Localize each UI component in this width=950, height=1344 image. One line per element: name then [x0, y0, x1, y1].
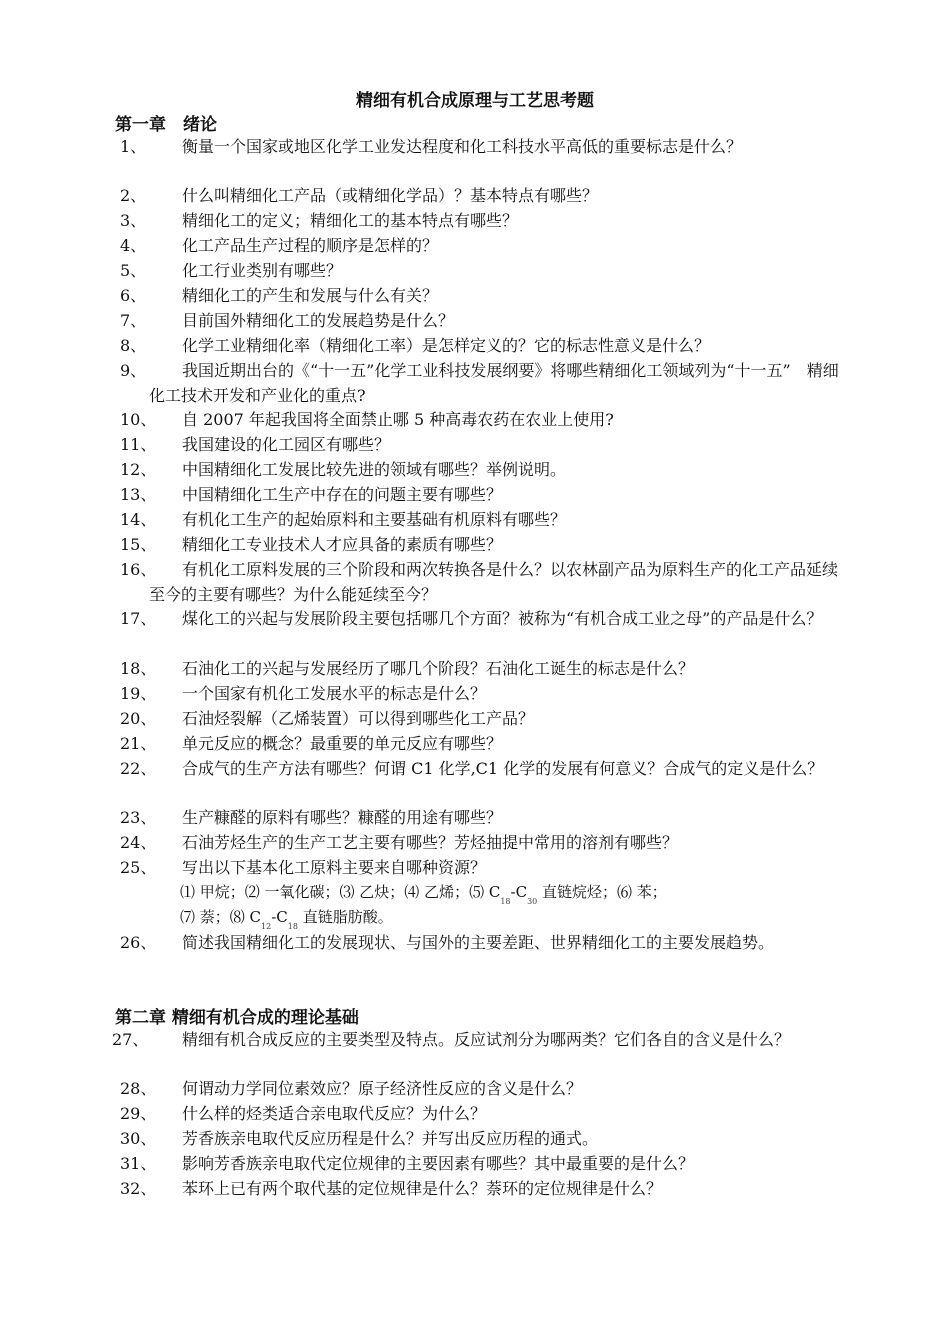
question-number: 24、	[120, 833, 157, 852]
question-number: 21、	[120, 734, 157, 753]
question-item	[120, 1076, 840, 1101]
question-text: 什么叫精细化工产品（或精细化学品）？基本特点有哪些？	[182, 186, 599, 205]
question-item	[120, 805, 840, 830]
q25-line-1-text: ⑴ 甲烷；⑵ 一氧化碳；⑶ 乙炔；⑷ 乙烯；⑸ C	[180, 883, 501, 901]
question-number: 12、	[120, 460, 157, 479]
question-text: 简述我国精细化工的发展现状、与国外的主要差距、世界精细化工的主要发展趋势。	[182, 933, 775, 952]
question-item	[112, 1027, 832, 1052]
question-item	[120, 482, 840, 507]
question-number: 1、	[120, 137, 147, 156]
question-text: 石油烃裂解（乙烯装置）可以得到哪些化工产品？	[182, 709, 535, 728]
question-number: 13、	[120, 485, 157, 504]
question-item	[120, 706, 840, 731]
question-number: 30、	[120, 1129, 157, 1148]
question-item	[120, 134, 840, 159]
question-number: 17、	[120, 609, 157, 628]
question-number: 9、	[120, 361, 147, 380]
q25-line-2-end: 直链脂肪酸。	[297, 908, 393, 926]
question-number: 23、	[120, 808, 157, 827]
question-text: 化工行业类别有哪些？	[182, 261, 343, 280]
question-item	[120, 1176, 840, 1201]
question-text: 石油芳烃生产的生产工艺主要有哪些？芳烃抽提中常用的溶剂有哪些？	[182, 833, 679, 852]
q25-dash: -C	[510, 883, 528, 901]
chapter-heading: 第一章 绪论	[115, 115, 217, 135]
question-number: 22、	[120, 759, 157, 778]
question-text: 中国精细化工生产中存在的问题主要有哪些？	[182, 485, 503, 504]
question-text: 目前国外精细化工的发展趋势是什么？	[182, 311, 455, 330]
question-text: 化学工业精细化率（精细化工率）是怎样定义的？它的标志性意义是什么？	[182, 336, 711, 355]
question-item	[120, 830, 840, 855]
question-number: 7、	[120, 311, 147, 330]
question-text: 精细有机合成反应的主要类型及特点。反应试剂分为哪两类？它们各自的含义是什么？	[182, 1030, 791, 1049]
question-number: 11、	[120, 435, 157, 454]
chapter-heading: 第二章 精细有机合成的理论基础	[115, 1008, 359, 1028]
question-text: 衡量一个国家或地区化学工业发达程度和化工科技水平高低的重要标志是什么？	[182, 137, 743, 156]
subscript: 12	[261, 922, 272, 931]
question-item	[120, 432, 840, 457]
question-item	[120, 358, 840, 408]
question-number: 29、	[120, 1104, 157, 1123]
question-text: 我国建设的化工园区有哪些？	[182, 435, 391, 454]
question-item	[120, 258, 840, 283]
question-number: 16、	[120, 560, 157, 579]
question-item	[120, 855, 840, 880]
question-number: 14、	[120, 510, 157, 529]
question-number: 10、	[120, 410, 157, 429]
q25-dash: -C	[271, 908, 288, 926]
q25-line-1-end: 直链烷烃；⑹ 苯；	[537, 883, 667, 901]
question-text: 化工产品生产过程的顺序是怎样的？	[182, 236, 439, 255]
question-item	[120, 681, 840, 706]
question-item	[120, 1101, 840, 1126]
question-text: 我国近期出台的《“十一五”化学工业科技发展纲要》将哪些精细化工领域列为“十一五” 精细化工技术开发和产业化的重点?	[149, 361, 839, 405]
subscript: 30	[527, 897, 538, 906]
question-number: 2、	[120, 186, 147, 205]
question-number: 8、	[120, 336, 147, 355]
question-number: 32、	[120, 1179, 157, 1198]
question-text: 精细化工的定义；精细化工的基本特点有哪些？	[182, 211, 519, 230]
question-item	[120, 208, 840, 233]
question-number: 26、	[120, 933, 157, 952]
question-number: 18、	[120, 659, 157, 678]
question-text: 石油化工的兴起与发展经历了哪几个阶段？石油化工诞生的标志是什么？	[182, 659, 695, 678]
question-text: 芳香族亲电取代反应历程是什么？并写出反应历程的通式。	[182, 1129, 599, 1148]
question-number: 31、	[120, 1154, 157, 1173]
question-text: 生产糠醛的原料有哪些？糠醛的用途有哪些？	[182, 808, 503, 827]
question-item	[120, 532, 840, 557]
subscript: 18	[287, 922, 298, 931]
question-number: 25、	[120, 858, 157, 877]
question-text: 中国精细化工发展比较先进的领域有哪些？举例说明。	[182, 460, 567, 479]
question-item	[120, 308, 840, 333]
question-item	[120, 1151, 840, 1176]
document-title: 精细有机合成原理与工艺思考题	[356, 91, 594, 111]
question-item	[120, 606, 840, 631]
question-text: 有机化工生产的起始原料和主要基础有机原料有哪些？	[182, 510, 567, 529]
question-item	[120, 731, 840, 756]
question-text: 精细化工的产生和发展与什么有关？	[182, 286, 439, 305]
question-number: 20、	[120, 709, 157, 728]
question-item	[120, 233, 840, 258]
question-text: 苯环上已有两个取代基的定位规律是什么？萘环的定位规律是什么？	[182, 1179, 663, 1198]
question-item	[120, 507, 840, 532]
question-text: 精细化工专业技术人才应具备的素质有哪些？	[182, 535, 503, 554]
question-item	[120, 407, 840, 432]
question-item	[120, 557, 840, 607]
question-item	[120, 183, 840, 208]
question-text: 写出以下基本化工原料主要来自哪种资源？	[182, 858, 487, 877]
question-number: 28、	[120, 1079, 157, 1098]
question-item	[120, 756, 840, 781]
question-item	[120, 283, 840, 308]
question-item	[120, 333, 840, 358]
question-text: 影响芳香族亲电取代定位规律的主要因素有哪些？其中最重要的是什么？	[182, 1154, 695, 1173]
question-text: 单元反应的概念？最重要的单元反应有哪些？	[182, 734, 503, 753]
subscript: 18	[500, 897, 511, 906]
question-number: 27、	[112, 1030, 149, 1049]
question-text: 何谓动力学同位素效应？原子经济性反应的含义是什么？	[182, 1079, 583, 1098]
question-text: 合成气的生产方法有哪些？何谓 C1 化学,C1 化学的发展有何意义？合成气的定义是什么？	[182, 759, 824, 778]
question-text: 自 2007 年起我国将全面禁止哪 5 种高毒农药在农业上使用?	[182, 410, 614, 429]
question-text: 什么样的烃类适合亲电取代反应？为什么？	[182, 1104, 487, 1123]
question-number: 5、	[120, 261, 147, 280]
question-item	[120, 930, 840, 955]
question-number: 19、	[120, 684, 157, 703]
question-item	[120, 1126, 840, 1151]
question-text: 一个国家有机化工发展水平的标志是什么？	[182, 684, 487, 703]
question-item	[120, 656, 840, 681]
question-number: 4、	[120, 236, 147, 255]
question-item	[120, 457, 840, 482]
q25-line-2-text: ⑺ 萘；⑻ C	[180, 908, 262, 926]
question-number: 3、	[120, 211, 147, 230]
question-number: 6、	[120, 286, 147, 305]
question-number: 15、	[120, 535, 157, 554]
question-text: 有机化工原料发展的三个阶段和两次转换各是什么？以农林副产品为原料生产的化工产品延续至今的主要有哪些？为什么能延续至今？	[149, 560, 839, 604]
question-text: 煤化工的兴起与发展阶段主要包括哪几个方面？被称为“有机合成工业之母”的产品是什么？	[182, 609, 823, 628]
